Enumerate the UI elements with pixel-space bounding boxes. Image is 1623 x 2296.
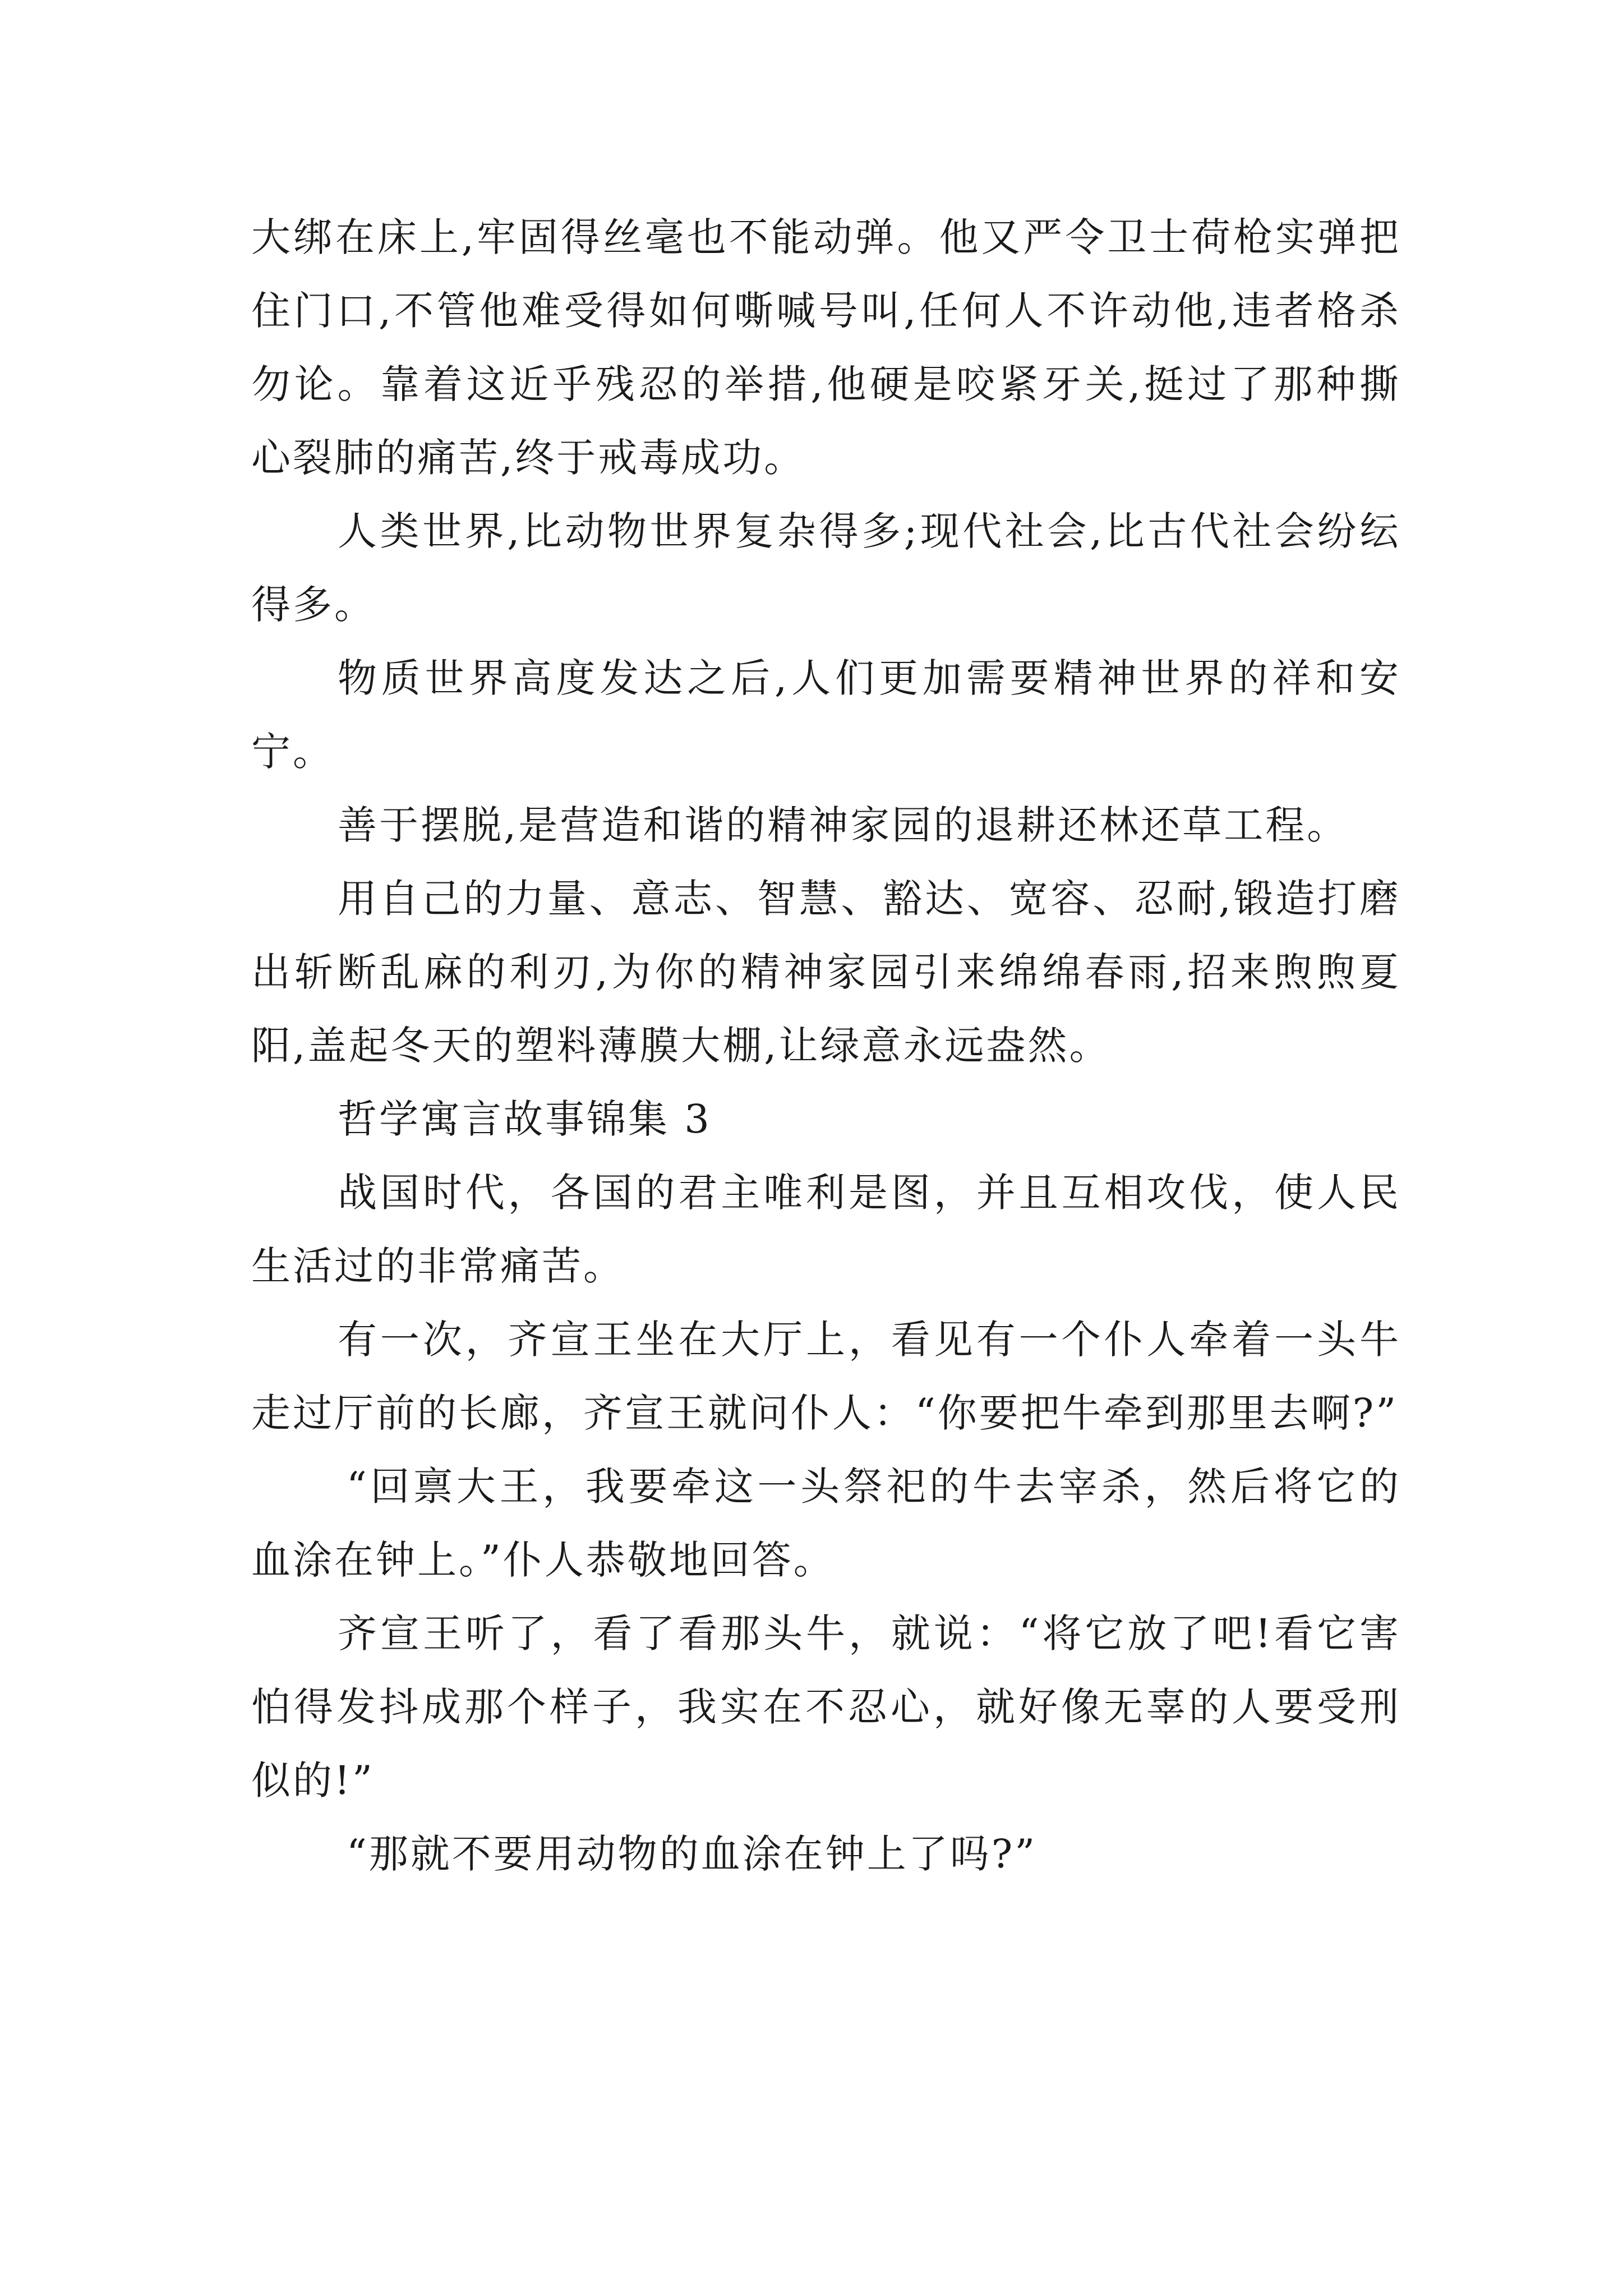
paragraph: 善于摆脱,是营造和谐的精神家园的退耕还林还草工程。 (338, 802, 1349, 848)
document-body (251, 201, 1401, 1891)
paragraph: 战国时代，各国的君主唯利是图，并且互相攻伐，使人民生活过的非常痛苦。 (251, 1170, 1401, 1289)
paragraph: 物质世界高度发达之后,人们更加需要精神世界的祥和安宁。 (251, 655, 1401, 775)
paragraph: 人类世界,比动物世界复杂得多;现代社会,比古代社会纷纭得多。 (251, 508, 1401, 628)
paragraph: 齐宣王听了，看了看那头牛，就说：“将它放了吧!看它害怕得发抖成那个样子，我实在不忍心，就好像无辜的人要受刑似的!” (251, 1611, 1401, 1803)
paragraph-quote: “回禀大王，我要牵这一头祭祀的牛去宰杀，然后将它的血涂在钟上。”仆人恭敬地回答。 (251, 1464, 1401, 1583)
section-heading: 哲学寓言故事锦集 3 (338, 1096, 712, 1142)
paragraph: 有一次，齐宣王坐在大厅上，看见有一个仆人牵着一头牛走过厅前的长廊，齐宣王就问仆人：“你要把牛牵到那里去啊?” (251, 1317, 1401, 1436)
paragraph-quote: “那就不要用动物的血涂在钟上了吗?” (347, 1831, 1038, 1877)
paragraph: 用自己的力量、意志、智慧、豁达、宽容、忍耐,锻造打磨出斩断乱麻的利刃,为你的精神家园引来绵绵春雨,招来煦煦夏阳,盖起冬天的塑料薄膜大棚,让绿意永远盎然。 (251, 876, 1401, 1069)
paragraph-continued: 大绑在床上,牢固得丝毫也不能动弹。他又严令卫士荷枪实弹把住门口,不管他难受得如何嘶喊号叫,任何人不许动他,违者格杀勿论。靠着这近乎残忍的举措,他硬是咬紧牙关,挺过了那种撕心裂肺的痛苦,终于戒毒成功。 (251, 214, 1401, 481)
